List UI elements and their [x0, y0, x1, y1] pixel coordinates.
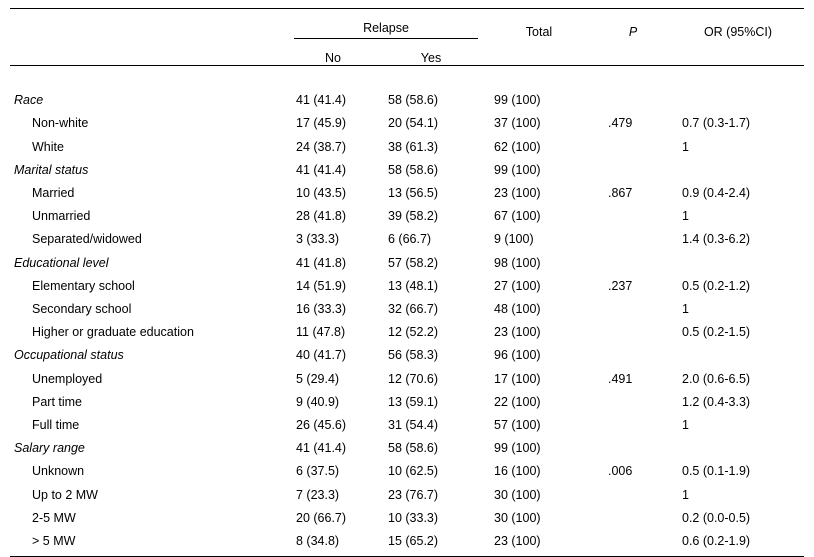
header-sub-blank — [10, 39, 288, 66]
row-relapse-yes: 58 (58.6) — [388, 441, 439, 456]
row-total: 22 (100) — [494, 394, 541, 409]
row-item-label: Unmarried — [32, 209, 91, 224]
row-relapse-no: 5 (29.4) — [296, 371, 340, 386]
header-row-sub — [10, 39, 804, 66]
row-relapse-yes: 23 (76.7) — [388, 487, 439, 502]
row-p-value: .491 — [608, 371, 633, 386]
table-row — [10, 112, 804, 135]
row-odds-ratio: 0.7 (0.3-1.7) — [682, 116, 751, 131]
row-item-label: Elementary school — [32, 278, 135, 293]
row-relapse-no: 41 (41.8) — [296, 255, 347, 270]
spacer-cell — [672, 66, 804, 90]
row-section-label: Salary range — [14, 441, 85, 456]
row-relapse-yes: 32 (66.7) — [388, 302, 439, 317]
row-p-value — [594, 344, 672, 367]
table-row — [10, 368, 804, 391]
row-p-value — [594, 530, 672, 557]
row-odds-ratio: 1 — [682, 139, 689, 154]
row-p-value: .006 — [608, 464, 633, 479]
row-total: 48 (100) — [494, 302, 541, 317]
row-total: 99 (100) — [494, 162, 541, 177]
table-row — [10, 89, 804, 112]
table-row — [10, 159, 804, 182]
table-header — [10, 9, 804, 66]
row-item-label: Full time — [32, 418, 80, 433]
row-p-value — [594, 321, 672, 344]
row-relapse-yes: 10 (62.5) — [388, 464, 439, 479]
header-sub-total — [484, 39, 594, 66]
row-odds-ratio: 0.5 (0.1-1.9) — [682, 464, 751, 479]
table-row — [10, 252, 804, 275]
row-total: 23 (100) — [484, 530, 594, 557]
row-item-label: White — [32, 139, 64, 154]
row-p-value — [594, 228, 672, 251]
row-relapse-yes: 6 (66.7) — [388, 232, 432, 247]
spacer-cell — [378, 66, 484, 90]
row-item-label: Up to 2 MW — [32, 487, 98, 502]
row-odds-ratio: 0.5 (0.2-1.5) — [682, 325, 751, 340]
row-odds-ratio: 1 — [682, 418, 689, 433]
row-total: 37 (100) — [494, 116, 541, 131]
row-item-label: 2-5 MW — [32, 510, 76, 525]
row-relapse-yes: 56 (58.3) — [388, 348, 439, 363]
table-row — [10, 321, 804, 344]
row-item-label: Higher or graduate education — [32, 325, 194, 340]
row-item-label: Unknown — [32, 464, 85, 479]
row-relapse-no: 17 (45.9) — [296, 116, 347, 131]
row-odds-ratio — [672, 159, 804, 182]
table-row — [10, 136, 804, 159]
table-row — [10, 205, 804, 228]
row-total: 30 (100) — [494, 510, 541, 525]
table-row — [10, 437, 804, 460]
header-sub-or — [672, 39, 804, 66]
row-p-value — [594, 298, 672, 321]
row-relapse-no: 14 (51.9) — [296, 278, 347, 293]
row-total: 17 (100) — [494, 371, 541, 386]
row-item-label: Secondary school — [32, 302, 132, 317]
row-relapse-no: 24 (38.7) — [296, 139, 347, 154]
row-relapse-yes: 10 (33.3) — [388, 510, 439, 525]
header-relapse-yes: Yes — [378, 39, 484, 66]
row-p-value: .237 — [608, 278, 633, 293]
row-odds-ratio: 2.0 (0.6-6.5) — [682, 371, 751, 386]
row-relapse-no: 11 (47.8) — [296, 325, 346, 340]
row-odds-ratio — [672, 252, 804, 275]
table-row — [10, 298, 804, 321]
row-total: 30 (100) — [494, 487, 541, 502]
row-odds-ratio: 1.4 (0.3-6.2) — [682, 232, 751, 247]
row-p-value: .867 — [608, 186, 633, 200]
row-section-label: Race — [14, 93, 44, 108]
row-relapse-yes: 57 (58.2) — [388, 255, 439, 270]
row-relapse-no: 10 (43.5) — [296, 186, 347, 200]
row-item-label: Unemployed — [32, 371, 103, 386]
header-blank-cell — [10, 9, 288, 40]
row-odds-ratio: 0.2 (0.0-0.5) — [682, 510, 751, 525]
row-relapse-no: 8 (34.8) — [288, 530, 378, 557]
row-section-label: Marital status — [14, 162, 89, 177]
spacer-cell — [10, 66, 288, 90]
header-p-value: P — [594, 9, 672, 40]
row-section-label: Educational level — [14, 255, 109, 270]
row-total: 99 (100) — [494, 93, 541, 108]
row-relapse-yes: 12 (70.6) — [388, 371, 439, 386]
row-relapse-no: 7 (23.3) — [296, 487, 340, 502]
row-total: 57 (100) — [494, 418, 541, 433]
row-odds-ratio: 1 — [682, 209, 689, 224]
table-row — [10, 182, 804, 205]
row-relapse-yes: 13 (59.1) — [388, 394, 439, 409]
table-body — [10, 66, 804, 557]
row-relapse-yes: 13 (48.1) — [388, 278, 439, 293]
row-relapse-no: 41 (41.4) — [296, 162, 347, 177]
row-relapse-no: 9 (40.9) — [296, 394, 340, 409]
row-total: 96 (100) — [494, 348, 541, 363]
row-p-value — [594, 484, 672, 507]
row-p-value — [594, 252, 672, 275]
table-row — [10, 484, 804, 507]
row-odds-ratio — [672, 89, 804, 112]
row-relapse-yes: 38 (61.3) — [388, 139, 439, 154]
row-relapse-yes: 20 (54.1) — [388, 116, 439, 131]
row-odds-ratio: 0.5 (0.2-1.2) — [682, 278, 751, 293]
table-row — [10, 530, 804, 557]
row-odds-ratio — [672, 344, 804, 367]
row-odds-ratio: 0.6 (0.2-1.9) — [672, 530, 804, 557]
row-total: 9 (100) — [494, 232, 534, 247]
row-relapse-no: 41 (41.4) — [296, 441, 347, 456]
table-row — [10, 228, 804, 251]
row-total: 27 (100) — [494, 278, 541, 293]
table-spacer-row — [10, 66, 804, 90]
table-row — [10, 414, 804, 437]
row-relapse-yes: 31 (54.4) — [388, 418, 439, 433]
row-p-value — [594, 159, 672, 182]
header-relapse-group — [288, 9, 484, 40]
row-item-label: Separated/widowed — [32, 232, 142, 247]
header-odds-ratio: OR (95%CI) — [672, 9, 804, 40]
row-item-label: Married — [32, 186, 75, 200]
row-odds-ratio — [672, 437, 804, 460]
header-relapse-label: Relapse — [294, 21, 478, 39]
header-total: Total — [484, 9, 594, 40]
spacer-cell — [594, 66, 672, 90]
row-total: 16 (100) — [494, 464, 541, 479]
row-relapse-no: 40 (41.7) — [296, 348, 347, 363]
row-total: 23 (100) — [494, 325, 541, 340]
spacer-cell — [288, 66, 378, 90]
row-p-value — [594, 437, 672, 460]
row-p-value — [594, 391, 672, 414]
statistics-table — [10, 8, 804, 557]
row-relapse-no: 20 (66.7) — [296, 510, 347, 525]
row-total: 62 (100) — [494, 139, 541, 154]
row-relapse-no: 28 (41.8) — [296, 209, 347, 224]
row-relapse-yes: 39 (58.2) — [388, 209, 439, 224]
header-row-group — [10, 9, 804, 40]
row-relapse-no: 41 (41.4) — [296, 93, 347, 108]
row-total: 23 (100) — [494, 186, 541, 200]
row-total: 67 (100) — [494, 209, 541, 224]
row-p-value — [594, 136, 672, 159]
row-relapse-yes: 58 (58.6) — [388, 93, 439, 108]
row-item-label: > 5 MW — [10, 530, 288, 557]
row-item-label: Non-white — [32, 116, 89, 131]
row-relapse-yes: 13 (56.5) — [388, 186, 439, 200]
row-relapse-yes: 12 (52.2) — [388, 325, 439, 340]
row-relapse-no: 26 (45.6) — [296, 418, 347, 433]
table-row — [10, 344, 804, 367]
header-relapse-no: No — [288, 39, 378, 66]
row-relapse-yes: 58 (58.6) — [388, 162, 439, 177]
row-relapse-no: 16 (33.3) — [296, 302, 347, 317]
row-relapse-no: 3 (33.3) — [296, 232, 340, 247]
header-sub-p — [594, 39, 672, 66]
row-p-value — [594, 205, 672, 228]
table-row — [10, 460, 804, 483]
row-p-value — [594, 507, 672, 530]
row-odds-ratio: 1 — [682, 487, 689, 502]
row-total: 99 (100) — [494, 441, 541, 456]
row-p-value: .479 — [608, 116, 633, 131]
row-odds-ratio: 0.9 (0.4-2.4) — [682, 186, 751, 200]
row-section-label: Occupational status — [14, 348, 124, 363]
table-row — [10, 275, 804, 298]
row-odds-ratio: 1.2 (0.4-3.3) — [682, 394, 751, 409]
row-p-value — [594, 414, 672, 437]
table-row — [10, 507, 804, 530]
row-odds-ratio: 1 — [682, 302, 689, 317]
row-relapse-no: 6 (37.5) — [296, 464, 340, 479]
row-relapse-yes: 15 (65.2) — [378, 530, 484, 557]
row-total: 98 (100) — [494, 255, 541, 270]
spacer-cell — [484, 66, 594, 90]
table-row — [10, 391, 804, 414]
row-item-label: Part time — [32, 394, 83, 409]
row-p-value — [594, 89, 672, 112]
